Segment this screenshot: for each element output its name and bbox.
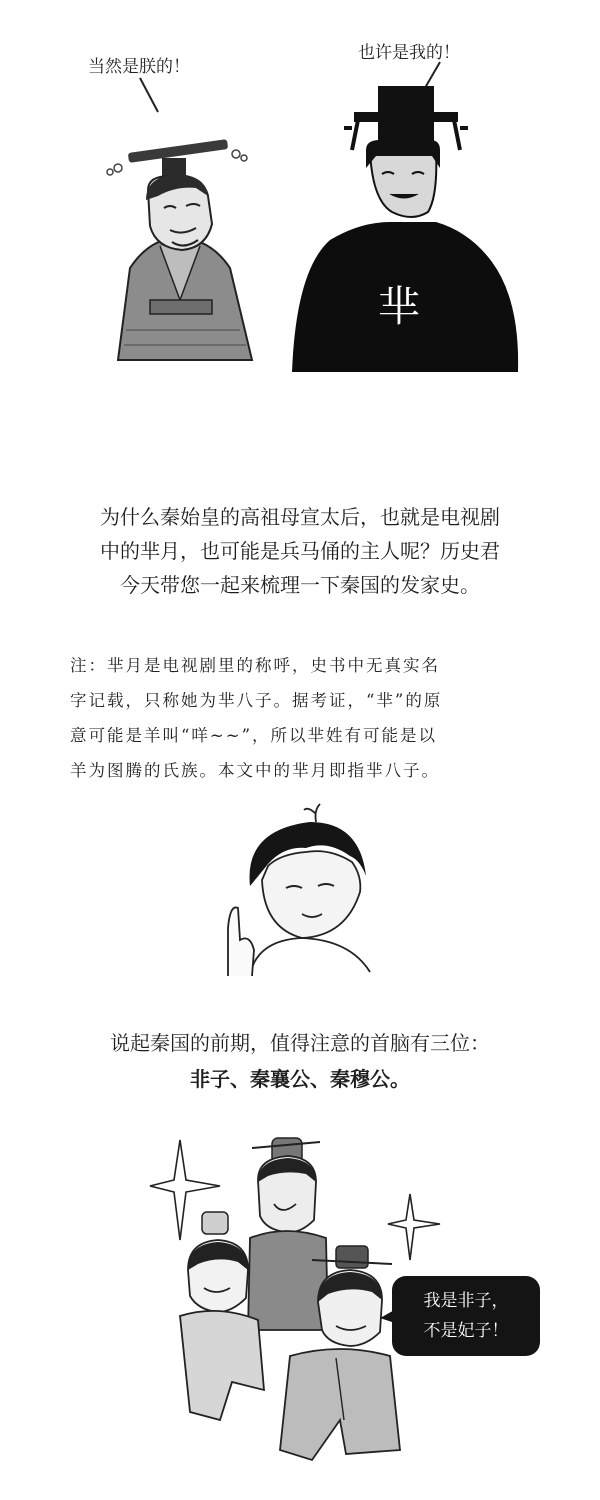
note-line-4: 羊为图腾的氏族。本文中的芈月即指芈八子。 xyxy=(70,761,440,780)
emperor-illustration xyxy=(0,0,600,400)
speech-bubble-tail xyxy=(378,1306,398,1326)
panel-emperor-and-queen xyxy=(0,0,600,400)
note-line-1: 注：芈月是电视剧里的称呼，史书中无真实名 xyxy=(70,656,440,675)
section-intro-line: 说起秦国的前期，值得注意的首脑有三位： xyxy=(110,1031,490,1055)
intro-line-3: 今天带您一起来梳理一下秦国的发家史。 xyxy=(120,573,480,597)
queen-speech-text: 也许是我的！ xyxy=(358,43,460,63)
feizi-speech-bubble xyxy=(392,1276,540,1356)
speech-line-2: 不是妃子！ xyxy=(423,1321,509,1341)
emperor-speech-text: 当然是朕的！ xyxy=(88,57,190,77)
note-line-3: 意可能是羊叫“咩~~”，所以芈姓有可能是以 xyxy=(70,726,438,745)
intro-line-1: 为什么秦始皇的高祖母宣太后，也就是电视剧 xyxy=(100,505,500,529)
emperor-figure xyxy=(107,139,252,360)
intro-line-2: 中的芈月，也可能是兵马俑的主人呢？历史君 xyxy=(100,539,500,563)
intro-paragraph xyxy=(0,500,600,602)
section-highlight-line: 非子、秦襄公、秦穆公。 xyxy=(190,1067,410,1091)
robe-glyph: 芈 xyxy=(378,282,421,331)
note-paragraph xyxy=(70,648,550,788)
sparkle-right xyxy=(388,1194,440,1260)
note-line-2: 字记载，只称她为芈八子。据考证，“芈”的原 xyxy=(70,691,443,710)
narrator-illustration xyxy=(210,800,400,980)
speech-line-1: 我是非子， xyxy=(423,1291,509,1311)
